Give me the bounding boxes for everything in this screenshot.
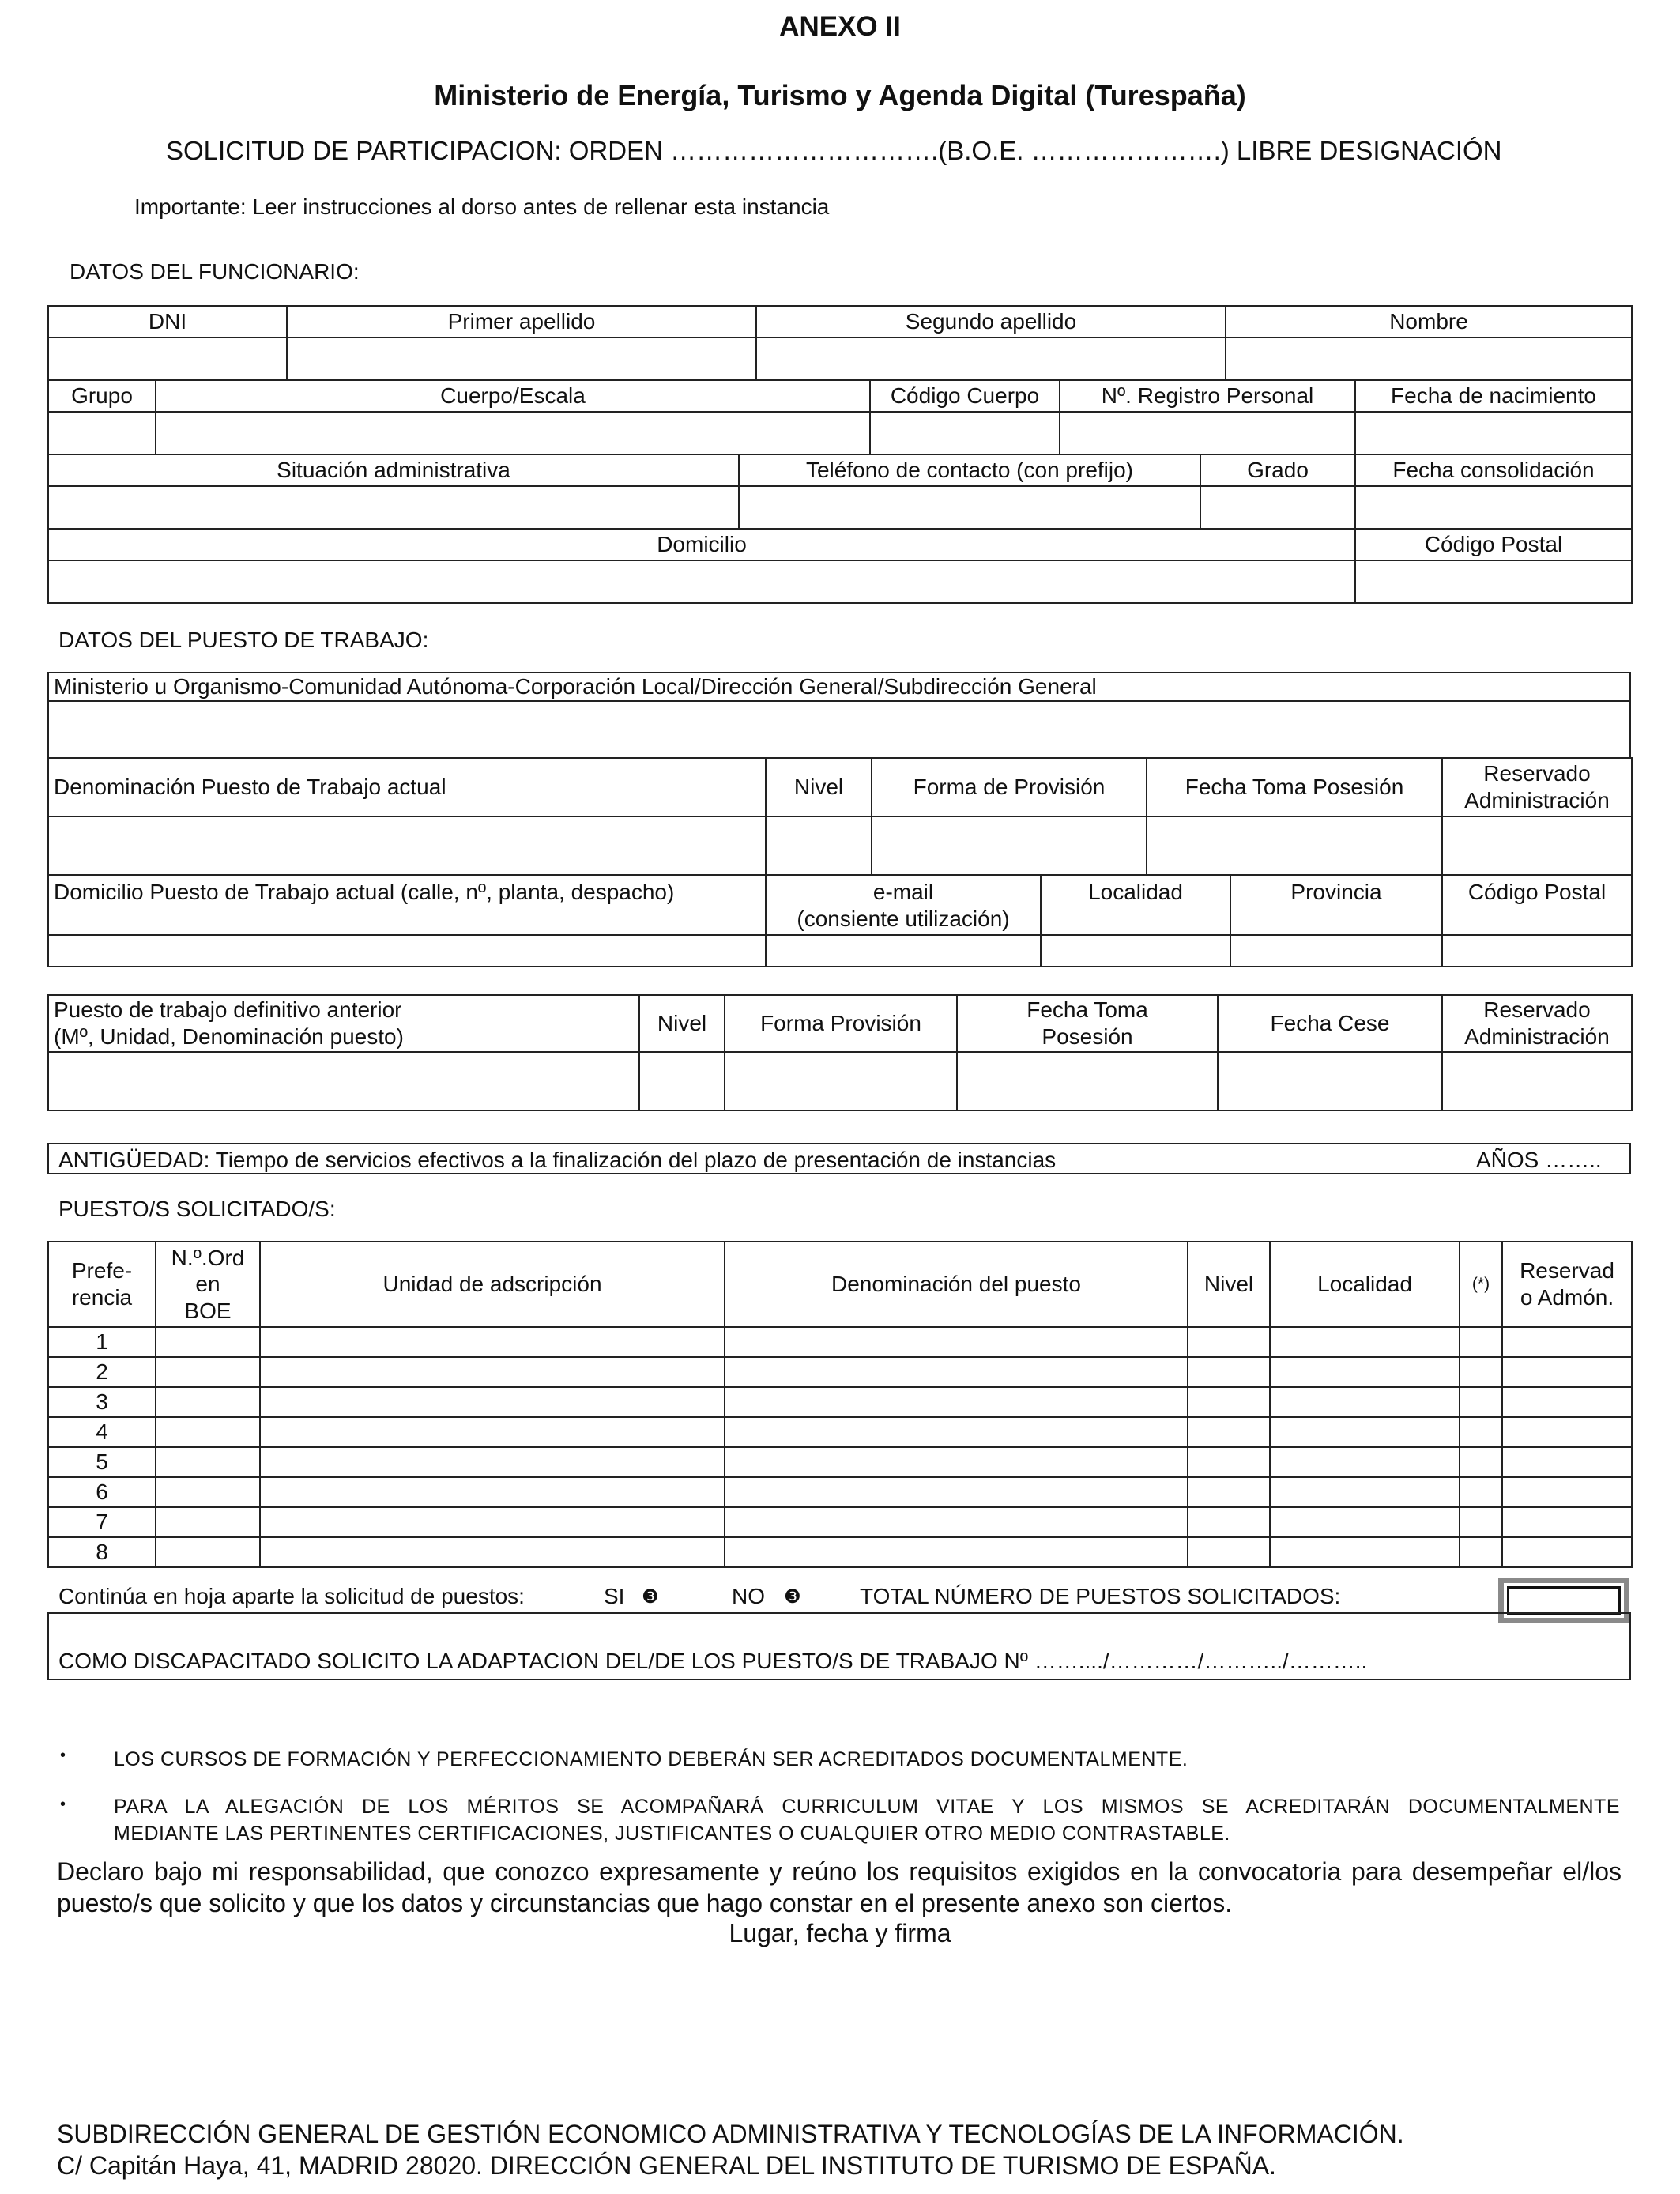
reserved-cell[interactable] — [1502, 1537, 1632, 1567]
reserved-admin-header — [1442, 758, 1632, 816]
pref-number: 5 — [48, 1447, 156, 1477]
table-row — [48, 1507, 1632, 1537]
province-field[interactable] — [1230, 935, 1442, 967]
previous-post-field[interactable] — [48, 1052, 639, 1110]
previous-post-line1: Puesto de trabajo definitivo anterior — [54, 997, 402, 1023]
possession-date-field[interactable] — [1147, 816, 1442, 875]
request-line: SOLICITUD DE PARTICIPACION: ORDEN ………………………….(B.O.E. ………………….) LIBRE DESIGNACIÓN — [166, 136, 1502, 165]
corps-code-field[interactable] — [870, 412, 1060, 454]
birth-date-field[interactable] — [1355, 412, 1632, 454]
registry-field[interactable] — [1060, 412, 1355, 454]
ord-cell[interactable] — [156, 1537, 260, 1567]
reserved-cell[interactable] — [1502, 1477, 1632, 1507]
no-label: NO — [732, 1584, 765, 1608]
continue-text: Continúa en hoja aparte la solicitud de puestos: — [58, 1584, 525, 1608]
reserved-line2: Administración — [1464, 788, 1610, 812]
previous-provision-header: Forma Provisión — [725, 995, 957, 1052]
ministry-title: Ministerio de Energía, Turismo y Agenda Digital (Turespaña) — [434, 79, 1246, 111]
name-field[interactable] — [1226, 337, 1632, 380]
first-surname-header: Primer apellido — [287, 306, 756, 337]
reserved-cell[interactable] — [1502, 1357, 1632, 1387]
job-current-table — [47, 757, 1633, 876]
work-address-field[interactable] — [48, 935, 766, 967]
pref-number: 8 — [48, 1537, 156, 1567]
post-cell[interactable] — [725, 1327, 1188, 1357]
important-note: Importante: Leer instrucciones al dorso antes de rellenar esta instancia — [134, 194, 830, 219]
asterisk-cell[interactable] — [1460, 1477, 1502, 1507]
official-table-row4 — [47, 528, 1633, 604]
asterisk-cell[interactable] — [1460, 1357, 1502, 1387]
phone-field[interactable] — [739, 486, 1200, 529]
admin-status-header: Situación administrativa — [48, 454, 739, 486]
previous-level-header: Nivel — [639, 995, 725, 1052]
work-postal-code-field[interactable] — [1442, 935, 1632, 967]
level-field[interactable] — [766, 816, 872, 875]
req-locality-header: Localidad — [1270, 1242, 1460, 1327]
previous-possession-line1: Fecha Toma — [1026, 997, 1148, 1023]
post-cell[interactable] — [725, 1537, 1188, 1567]
post-cell[interactable] — [725, 1507, 1188, 1537]
job-section-title: DATOS DEL PUESTO DE TRABAJO: — [58, 628, 429, 652]
second-surname-field[interactable] — [756, 337, 1226, 380]
unit-cell[interactable] — [260, 1447, 725, 1477]
official-table-row3 — [47, 454, 1633, 530]
requested-posts-table — [47, 1241, 1633, 1568]
ord-line3: BOE — [184, 1298, 232, 1323]
bullet-courses: LOS CURSOS DE FORMACIÓN Y PERFECCIONAMIENTO DEBERÁN SER ACREDITADOS DOCUMENTALMENTE. — [114, 1748, 1188, 1770]
locality-cell[interactable] — [1270, 1477, 1460, 1507]
unit-cell[interactable] — [260, 1417, 725, 1447]
locality-cell[interactable] — [1270, 1537, 1460, 1567]
ord-cell[interactable] — [156, 1417, 260, 1447]
job-address-table — [47, 874, 1633, 967]
level-cell[interactable] — [1188, 1447, 1270, 1477]
work-postal-code-header: Código Postal — [1442, 875, 1632, 935]
reserved-admin-field[interactable] — [1442, 816, 1632, 875]
email-header — [766, 875, 1041, 935]
req-reserved-line2: o Admón. — [1520, 1285, 1614, 1310]
previous-reserved-header — [1442, 995, 1632, 1052]
locality-field[interactable] — [1041, 935, 1230, 967]
footer — [57, 2118, 1404, 2181]
seniority-years[interactable]: AÑOS …….. — [1476, 1148, 1602, 1172]
ord-cell[interactable] — [156, 1477, 260, 1507]
locality-cell[interactable] — [1270, 1417, 1460, 1447]
asterisk-cell[interactable] — [1460, 1537, 1502, 1567]
bullet-icon: • — [60, 1747, 66, 1764]
corps-header: Cuerpo/Escala — [156, 380, 870, 412]
group-header: Grupo — [48, 380, 156, 412]
province-header: Provincia — [1230, 875, 1442, 935]
locality-cell[interactable] — [1270, 1357, 1460, 1387]
asterisk-cell[interactable] — [1460, 1417, 1502, 1447]
current-post-field[interactable] — [48, 816, 766, 875]
registry-header: Nº. Registro Personal — [1060, 380, 1355, 412]
corps-code-header: Código Cuerpo — [870, 380, 1060, 412]
previous-possession-field[interactable] — [957, 1052, 1218, 1110]
pref-number: 2 — [48, 1357, 156, 1387]
reserved-line1: Reservado — [1483, 761, 1591, 786]
dni-header: DNI — [48, 306, 287, 337]
asterisk-cell[interactable] — [1460, 1507, 1502, 1537]
official-table-row2 — [47, 379, 1633, 455]
ord-cell[interactable] — [156, 1327, 260, 1357]
previous-reserved-line1: Reservado — [1483, 997, 1591, 1023]
provision-form-header: Forma de Provisión — [872, 758, 1147, 816]
previous-cessation-header: Fecha Cese — [1218, 995, 1442, 1052]
previous-level-field[interactable] — [639, 1052, 725, 1110]
total-label: TOTAL NÚMERO DE PUESTOS SOLICITADOS: — [860, 1584, 1341, 1608]
provision-form-field[interactable] — [872, 816, 1147, 875]
table-row — [48, 1417, 1632, 1447]
official-section-title: DATOS DEL FUNCIONARIO: — [70, 259, 360, 284]
email-field[interactable] — [766, 935, 1041, 967]
level-header: Nivel — [766, 758, 872, 816]
grade-field[interactable] — [1200, 486, 1355, 529]
job-org-table — [47, 672, 1631, 759]
post-cell[interactable] — [725, 1387, 1188, 1417]
post-cell[interactable] — [725, 1357, 1188, 1387]
reserved-cell[interactable] — [1502, 1327, 1632, 1357]
org-field[interactable] — [48, 701, 1630, 758]
possession-date-header: Fecha Toma Posesión — [1147, 758, 1442, 816]
dni-field[interactable] — [48, 337, 287, 380]
unit-cell[interactable] — [260, 1327, 725, 1357]
unit-cell[interactable] — [260, 1507, 725, 1537]
postal-code-header: Código Postal — [1355, 529, 1632, 560]
ord-cell[interactable] — [156, 1447, 260, 1477]
previous-post-line2: (Mº, Unidad, Denominación puesto) — [54, 1024, 404, 1049]
previous-possession-line2: Posesión — [1042, 1024, 1133, 1049]
ord-line2: en — [195, 1272, 220, 1297]
ord-cell[interactable] — [156, 1357, 260, 1387]
unit-cell[interactable] — [260, 1387, 725, 1417]
level-cell[interactable] — [1188, 1327, 1270, 1357]
seniority-text: ANTIGÜEDAD: Tiempo de servicios efectivos a la finalización del plazo de presentación de instancias — [58, 1148, 1057, 1172]
unit-cell[interactable] — [260, 1537, 725, 1567]
asterisk-cell[interactable] — [1460, 1327, 1502, 1357]
si-check-icon[interactable]: ❸ — [642, 1586, 659, 1608]
pref-number: 4 — [48, 1417, 156, 1447]
bullet-merits-line1: PARA LA ALEGACIÓN DE LOS MÉRITOS SE ACOMPAÑARÁ CURRICULUM VITAE Y LOS MISMOS SE ACREDITARÁN DOCUMENTALMENTE — [114, 1796, 1620, 1818]
previous-post-table — [47, 994, 1633, 1111]
annex-title: ANEXO II — [779, 11, 901, 42]
unit-cell[interactable] — [260, 1357, 725, 1387]
address-field[interactable] — [48, 560, 1355, 603]
phone-header: Teléfono de contacto (con prefijo) — [739, 454, 1200, 486]
req-level-header: Nivel — [1188, 1242, 1270, 1327]
ord-cell[interactable] — [156, 1387, 260, 1417]
ord-header — [156, 1242, 260, 1327]
footer-line1: SUBDIRECCIÓN GENERAL DE GESTIÓN ECONOMICO ADMINISTRATIVA Y TECNOLOGÍAS DE LA INFORMACIÓN. — [57, 2120, 1404, 2148]
locality-cell[interactable] — [1270, 1387, 1460, 1417]
email-line2: (consiente utilización) — [797, 906, 1010, 931]
bullet-merits-line2: MEDIANTE LAS PERTINENTES CERTIFICACIONES, JUSTIFICANTES O CUALQUIER OTRO MEDIO CONTRASTABLE. — [114, 1823, 1230, 1845]
post-cell[interactable] — [725, 1477, 1188, 1507]
admin-status-field[interactable] — [48, 486, 739, 529]
previous-post-header — [48, 995, 639, 1052]
table-row — [48, 1357, 1632, 1387]
pref-line1: Prefe- — [71, 1258, 133, 1284]
corps-field[interactable] — [156, 412, 870, 454]
level-cell[interactable] — [1188, 1537, 1270, 1567]
level-cell[interactable] — [1188, 1357, 1270, 1387]
first-surname-field[interactable] — [287, 337, 756, 380]
postal-code-field[interactable] — [1355, 560, 1632, 603]
locality-header: Localidad — [1041, 875, 1230, 935]
unit-cell[interactable] — [260, 1477, 725, 1507]
locality-cell[interactable] — [1270, 1327, 1460, 1357]
reserved-cell[interactable] — [1502, 1507, 1632, 1537]
req-reserved-line1: Reservad — [1520, 1258, 1614, 1284]
no-check-icon[interactable]: ❸ — [784, 1586, 801, 1608]
asterisk-cell[interactable] — [1460, 1387, 1502, 1417]
declaration-text: Declaro bajo mi responsabilidad, que conozco expresamente y reúno los requisitos exigidos en la convocatoria para desempeñar el/los puesto/s que solicito y que los datos y circunstancias que hago constar en el presente anexo son ciertos. — [57, 1857, 1622, 1917]
table-row — [48, 1537, 1632, 1567]
pref-line2: rencia — [71, 1285, 133, 1310]
asterisk-cell[interactable] — [1460, 1447, 1502, 1477]
consolidation-date-field[interactable] — [1355, 486, 1632, 529]
pref-header — [48, 1242, 156, 1327]
pref-number: 6 — [48, 1477, 156, 1507]
disability-box — [47, 1612, 1631, 1680]
official-table-row1 — [47, 305, 1633, 381]
locality-cell[interactable] — [1270, 1507, 1460, 1537]
current-post-header: Denominación Puesto de Trabajo actual — [48, 758, 766, 816]
post-header: Denominación del puesto — [725, 1242, 1188, 1327]
unit-header: Unidad de adscripción — [260, 1242, 725, 1327]
level-cell[interactable] — [1188, 1387, 1270, 1417]
requested-section-title: PUESTO/S SOLICITADO/S: — [58, 1197, 336, 1221]
pref-number: 7 — [48, 1507, 156, 1537]
reserved-cell[interactable] — [1502, 1387, 1632, 1417]
req-reserved-header — [1502, 1242, 1632, 1327]
ord-line1: N.º.Ord — [171, 1245, 245, 1270]
disability-text[interactable]: COMO DISCAPACITADO SOLICITO LA ADAPTACION DEL/DE LOS PUESTO/S DE TRABAJO Nº ……..../…………/………../……….. — [58, 1649, 1368, 1673]
birth-date-header: Fecha de nacimiento — [1355, 380, 1632, 412]
reserved-cell[interactable] — [1502, 1447, 1632, 1477]
previous-provision-field[interactable] — [725, 1052, 957, 1110]
si-label: SI — [604, 1584, 625, 1608]
post-cell[interactable] — [725, 1417, 1188, 1447]
previous-possession-header — [957, 995, 1218, 1052]
pref-number: 3 — [48, 1387, 156, 1417]
level-cell[interactable] — [1188, 1477, 1270, 1507]
total-count-inner[interactable] — [1507, 1586, 1621, 1615]
table-row — [48, 1447, 1632, 1477]
locality-cell[interactable] — [1270, 1447, 1460, 1477]
seniority-box — [47, 1143, 1631, 1174]
table-row — [48, 1387, 1632, 1417]
level-cell[interactable] — [1188, 1507, 1270, 1537]
previous-cessation-field[interactable] — [1218, 1052, 1442, 1110]
address-header: Domicilio — [48, 529, 1355, 560]
group-field[interactable] — [48, 412, 156, 454]
signature-label: Lugar, fecha y firma — [729, 1919, 951, 1947]
asterisk-header: (*) — [1460, 1242, 1502, 1327]
org-header: Ministerio u Organismo-Comunidad Autónoma-Corporación Local/Dirección General/Subdirección General — [48, 673, 1630, 701]
grade-header: Grado — [1200, 454, 1355, 486]
level-cell[interactable] — [1188, 1417, 1270, 1447]
previous-reserved-line2: Administración — [1464, 1024, 1610, 1049]
name-header: Nombre — [1226, 306, 1632, 337]
footer-line2: C/ Capitán Haya, 41, MADRID 28020. DIRECCIÓN GENERAL DEL INSTITUTO DE TURISMO DE ESPAÑA. — [57, 2151, 1276, 2180]
work-address-header: Domicilio Puesto de Trabajo actual (calle, nº, planta, despacho) — [48, 875, 766, 935]
previous-reserved-field[interactable] — [1442, 1052, 1632, 1110]
table-row — [48, 1327, 1632, 1357]
second-surname-header: Segundo apellido — [756, 306, 1226, 337]
pref-number: 1 — [48, 1327, 156, 1357]
post-cell[interactable] — [725, 1447, 1188, 1477]
bullet-icon: • — [60, 1796, 66, 1813]
ord-cell[interactable] — [156, 1507, 260, 1537]
table-row — [48, 1477, 1632, 1507]
email-line1: e-mail — [872, 880, 934, 904]
consolidation-date-header: Fecha consolidación — [1355, 454, 1632, 486]
reserved-cell[interactable] — [1502, 1417, 1632, 1447]
